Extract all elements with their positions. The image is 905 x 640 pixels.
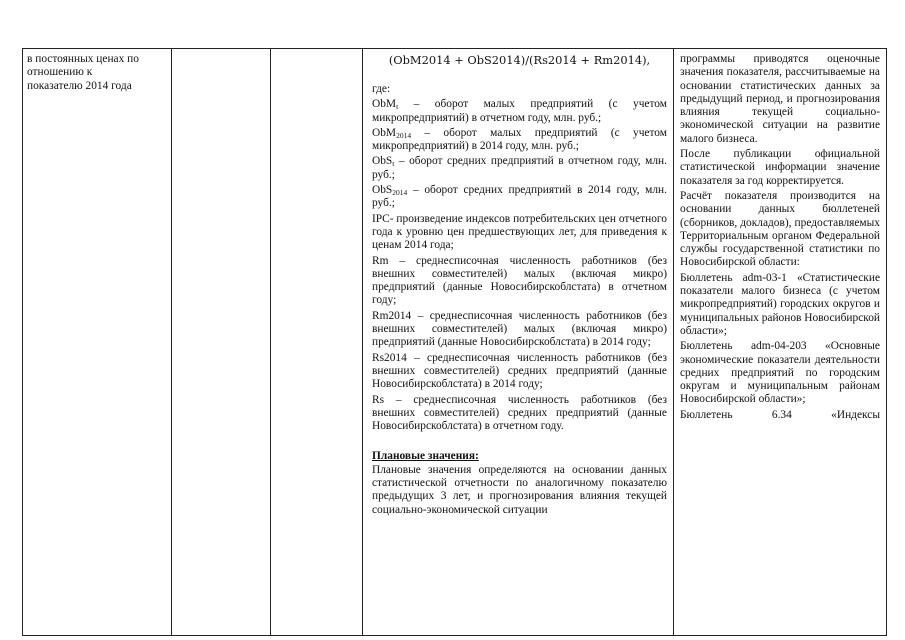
definition-obs-2014 bbox=[372, 184, 667, 211]
symbol-subscript: 2014 bbox=[392, 188, 408, 198]
definition-rs2014: Rs2014 – среднесписочная численность работников (без внешних совместителей) средних предприятий (данные Новосибирскоблстата) в 2014 году; bbox=[372, 351, 667, 391]
definition-text: – оборот малых предприятий (с учетом микропредприятий) в 2014 году, млн. руб.; bbox=[372, 126, 667, 153]
indicator-name-line: отношению к bbox=[27, 66, 93, 79]
bulletin-6-34: Бюллетень 6.34 «Индексы bbox=[680, 408, 880, 421]
formula: (ObM2014 + ObS2014)/(Rs2014 + Rm2014), bbox=[388, 53, 651, 67]
definition-obs-t bbox=[372, 155, 667, 182]
symbol-subscript: 2014 bbox=[396, 130, 412, 140]
calculation-method-cell bbox=[363, 49, 674, 636]
data-source-cell bbox=[674, 49, 887, 636]
indicator-name-cell bbox=[23, 49, 172, 636]
definition-rs: Rs – среднесписочная численность работников (без внешних совместителей) средних предприятий (данные Новосибирскоблстата) в отчетном году. bbox=[372, 393, 667, 433]
symbol-subscript: t bbox=[392, 159, 395, 169]
symbol: ObS bbox=[372, 184, 393, 197]
indicator-table bbox=[22, 48, 887, 636]
definition-rm: Rm – среднесписочная численность работников (без внешних совместителей) малых (включая микро) предприятий (данные Новосибирскоблстата) в отчетном году; bbox=[372, 254, 667, 307]
source-paragraph: программы приводятся оценочные значения показателя, рассчитываемые на основании статистических данных за предыдущий период, и прогнозирования влияния текущей социально-экономической ситуации на развитие малого бизнеса. bbox=[680, 53, 880, 145]
definition-rm2014: Rm2014 – среднесписочная численность работников (без внешних совместителей) малых (включая микро) предприятий (данные Новосибирскоблстата) в 2014 году; bbox=[372, 309, 667, 349]
definition-text: – оборот малых предприятий (с учетом микропредприятий) в отчетном году, млн. руб.; bbox=[372, 98, 667, 124]
where-label: где: bbox=[372, 83, 391, 95]
symbol: ObM bbox=[372, 126, 397, 139]
table-row bbox=[23, 49, 887, 636]
definition-obm-t bbox=[372, 98, 667, 125]
symbol: ObS bbox=[372, 155, 393, 168]
indicator-name-line: в постоянных ценах по bbox=[27, 53, 139, 65]
definition-text: – оборот средних предприятий в 2014 году, млн. руб.; bbox=[372, 184, 667, 210]
plan-values-text: Плановые значения определяются на основании данных статистической отчетности по аналогичному показателю предыдущих 3 лет, и прогнозирования влияния текущей социально-экономической ситуации bbox=[372, 463, 667, 516]
bulletin-adm-03-1: Бюллетень adm-03-1 «Статистические показатели малого бизнеса (с учетом микропредприятий) городских округов и муниципальных районов Новосибирской области»; bbox=[680, 271, 881, 337]
definition-text: – оборот средних предприятий в отчетном году, млн. руб.; bbox=[372, 155, 667, 181]
empty-cell bbox=[172, 49, 271, 636]
symbol: ObM bbox=[372, 98, 397, 111]
source-paragraph: После публикации официальной статистической информации значение показателя за год корректируется. bbox=[680, 148, 880, 187]
source-paragraph: Расчёт показателя производится на основании данных бюллетеней (сборников, докладов), предоставляемых Территориальным органом Федеральной службы государственной статистики по Новосибирской области: bbox=[680, 189, 880, 269]
indicator-name-line: показателю 2014 года bbox=[27, 79, 132, 92]
definition-ipc: IPC- произведение индексов потребительских цен отчетного года к уровню цен предшествующих лет, для приведения к ценам 2014 года; bbox=[372, 212, 667, 252]
empty-cell bbox=[271, 49, 363, 636]
bulletin-adm-04-203: Бюллетень adm-04-203 «Основные экономические показатели деятельности средних предприятий по городским округам и муниципальным районам Новосибирской области»; bbox=[680, 340, 880, 406]
definition-obm-2014 bbox=[372, 127, 667, 154]
symbol-subscript: t bbox=[396, 102, 399, 112]
plan-values-heading: Плановые значения: bbox=[372, 450, 479, 463]
